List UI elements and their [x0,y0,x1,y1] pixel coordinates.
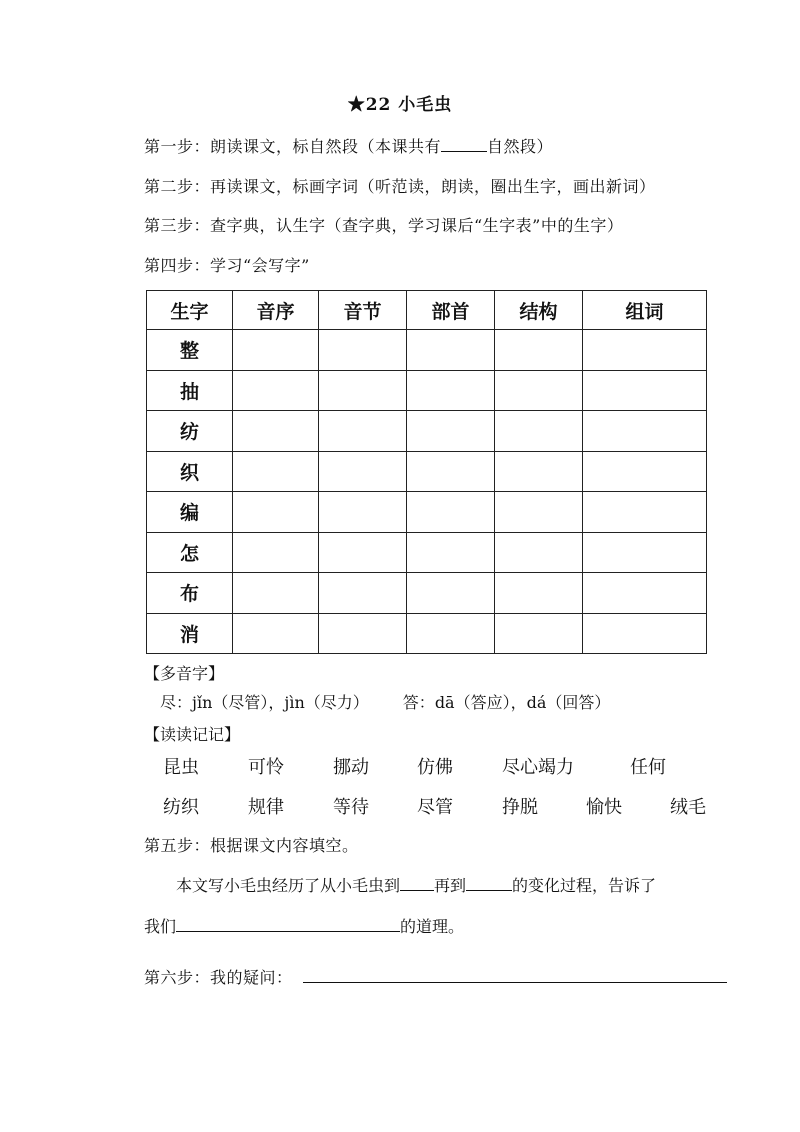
character-table [146,290,707,654]
header-cell: 组词 [583,291,707,330]
answer-cell[interactable] [495,532,583,573]
jin-label: 尽： [160,693,193,712]
fill-text: 我们 [144,917,177,936]
answer-cell[interactable] [319,492,407,533]
word-item: 绒毛 [670,797,706,818]
word-item: 可怜 [248,757,284,778]
step-4: 第四步：学习“会写字” [144,256,310,275]
table-row [147,330,707,371]
word-item: 挣脱 [502,797,538,818]
table-row [147,411,707,452]
answer-cell[interactable] [233,370,319,411]
char-cell: 编 [147,492,233,533]
reading-heading: 【读读记记】 [144,725,241,744]
table-row [147,532,707,573]
word-item: 纺织 [163,797,199,818]
answer-cell[interactable] [495,573,583,614]
step-2: 第二步：再读课文，标画字词（听范读，朗读，圈出生字，画出新词） [144,177,656,196]
answer-cell[interactable] [233,411,319,452]
lesson-title: ★22 小毛虫 [347,95,453,115]
answer-cell[interactable] [495,411,583,452]
answer-cell[interactable] [583,330,707,371]
step-6 [144,965,727,988]
da-reading-2: dá（回答） [526,693,611,712]
step-1-text-end: 自然段） [487,137,554,156]
answer-cell[interactable] [407,330,495,371]
fill-line-2 [144,914,464,937]
word-item: 尽心竭力 [502,757,574,778]
answer-cell[interactable] [319,613,407,654]
question-blank[interactable] [303,966,727,983]
word-item: 仿佛 [417,757,453,778]
header-cell: 结构 [495,291,583,330]
char-cell: 整 [147,330,233,371]
answer-cell[interactable] [407,411,495,452]
table-header-row [147,291,707,330]
answer-cell[interactable] [407,613,495,654]
fill-blank-2[interactable] [466,874,512,891]
jin-reading-1: jǐn（尽管）， [192,693,285,712]
answer-cell[interactable] [319,330,407,371]
fill-line-1 [176,873,656,896]
char-cell: 织 [147,451,233,492]
answer-cell[interactable] [319,573,407,614]
table-row [147,492,707,533]
answer-cell[interactable] [407,451,495,492]
fill-text: 的变化过程，告诉了 [512,876,657,895]
answer-cell[interactable] [233,451,319,492]
answer-cell[interactable] [495,492,583,533]
word-item: 任何 [630,757,666,778]
paragraph-count-blank[interactable] [441,135,487,152]
polyphonic-line [160,690,610,713]
fill-blank-3[interactable] [176,915,400,932]
word-item: 尽管 [417,797,453,818]
answer-cell[interactable] [233,532,319,573]
header-cell: 音节 [319,291,407,330]
word-item: 等待 [333,797,369,818]
step-1-text: 第一步：朗读课文，标自然段（本课共有 [144,137,442,156]
answer-cell[interactable] [583,451,707,492]
answer-cell[interactable] [583,532,707,573]
table-row [147,613,707,654]
step-6-text: 第六步：我的疑问： [144,968,293,987]
step-1 [144,134,553,157]
answer-cell[interactable] [407,492,495,533]
char-cell: 消 [147,613,233,654]
table-row [147,451,707,492]
da-label: 答： [402,693,435,712]
header-cell: 生字 [147,291,233,330]
answer-cell[interactable] [407,532,495,573]
fill-text: 本文写小毛虫经历了从小毛虫到 [176,876,401,895]
char-cell: 纺 [147,411,233,452]
answer-cell[interactable] [319,451,407,492]
polyphonic-heading: 【多音字】 [144,664,225,683]
char-cell: 布 [147,573,233,614]
table-row [147,370,707,411]
char-cell: 怎 [147,532,233,573]
answer-cell[interactable] [233,613,319,654]
answer-cell[interactable] [495,451,583,492]
answer-cell[interactable] [583,492,707,533]
header-cell: 部首 [407,291,495,330]
answer-cell[interactable] [407,370,495,411]
word-item: 昆虫 [163,757,199,778]
step-3: 第三步：查字典，认生字（查字典，学习课后“生字表”中的生字） [144,216,624,235]
answer-cell[interactable] [495,330,583,371]
answer-cell[interactable] [495,370,583,411]
answer-cell[interactable] [233,573,319,614]
answer-cell[interactable] [583,370,707,411]
answer-cell[interactable] [233,492,319,533]
char-cell: 抽 [147,370,233,411]
table-row [147,573,707,614]
answer-cell[interactable] [319,532,407,573]
da-reading-1: dā（答应）， [434,693,527,712]
fill-blank-1[interactable] [400,874,434,891]
step-5: 第五步：根据课文内容填空。 [144,836,359,855]
word-item: 愉快 [586,797,622,818]
answer-cell[interactable] [583,411,707,452]
word-item: 挪动 [333,757,369,778]
word-item: 规律 [248,797,284,818]
header-cell: 音序 [233,291,319,330]
fill-text: 的道理。 [400,917,465,936]
answer-cell[interactable] [495,613,583,654]
answer-cell[interactable] [583,613,707,654]
answer-cell[interactable] [319,370,407,411]
answer-cell[interactable] [583,573,707,614]
answer-cell[interactable] [233,330,319,371]
answer-cell[interactable] [407,573,495,614]
jin-reading-2: jìn（尽力） [284,693,369,712]
fill-text: 再到 [434,876,467,895]
answer-cell[interactable] [319,411,407,452]
